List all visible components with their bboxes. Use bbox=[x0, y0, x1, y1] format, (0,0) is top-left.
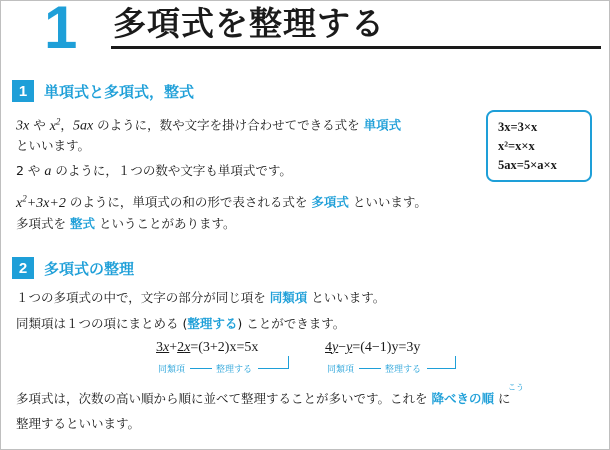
s1-line1-text: のように，数や文字を掛け合わせてできる式を bbox=[97, 117, 360, 133]
s1-line-5 bbox=[16, 215, 236, 233]
section-2-title: 多項式の整理 bbox=[44, 259, 135, 278]
section-2-heading bbox=[12, 257, 134, 279]
equation-1: 3x+2x=(3+2)x=5x bbox=[156, 340, 259, 355]
s1-line5-b: ということがあります。 bbox=[99, 216, 236, 231]
s1-line-4 bbox=[16, 189, 427, 213]
eq2-rhs: (4−1)y=3y bbox=[360, 340, 421, 355]
section-1-title: 単項式と多項式，整式 bbox=[44, 82, 195, 101]
s2-line1-b: といいます。 bbox=[311, 290, 386, 305]
eq1-lhs-b: 2x bbox=[177, 340, 191, 355]
box-line-1: 3x=3×x bbox=[498, 120, 538, 134]
term-polynomial: 多項式 bbox=[311, 194, 349, 210]
s2-line2-b: ) ことができます。 bbox=[237, 316, 346, 331]
s2-line1-a: １つの多項式の中で，文字の部分が同じ項を bbox=[16, 290, 266, 305]
term-like-terms: 同類項 bbox=[269, 290, 308, 305]
eq2-lhs-b: y bbox=[346, 340, 353, 355]
math-3x: 3x bbox=[16, 118, 30, 134]
math-5ax: 5ax bbox=[72, 118, 94, 134]
s1-line4-end: といいます。 bbox=[352, 194, 427, 210]
s1-line1-mid: や bbox=[33, 117, 46, 133]
box-line-2: x²=x×x bbox=[498, 139, 535, 153]
eq1-like-label: 同類項 bbox=[158, 365, 186, 375]
eq2-arrow-h bbox=[427, 368, 455, 369]
eq1-connector bbox=[190, 368, 212, 369]
term-integral: 整式 bbox=[70, 216, 96, 231]
s2-line-4: 整理するといいます。 bbox=[16, 416, 141, 431]
example-box bbox=[486, 110, 592, 182]
eq2-lhs-a: 4y bbox=[325, 340, 339, 355]
eq1-simplify-label: 整理する bbox=[216, 365, 253, 375]
section-1-heading bbox=[12, 80, 194, 102]
s1-line3-b: のように，１つの数や文字も単項式です。 bbox=[55, 163, 292, 178]
term-simplify: 整理する bbox=[187, 316, 238, 331]
eq2-arrow-v bbox=[455, 356, 456, 369]
s1-line-2: といいます。 bbox=[16, 138, 91, 153]
s2-line-2 bbox=[16, 315, 345, 333]
box-line-3: 5ax=5×a×x bbox=[498, 158, 557, 172]
eq1-rhs: (3+2)x=5x bbox=[198, 340, 259, 355]
eq1-lhs-a: 3x bbox=[156, 340, 170, 355]
eq2-simplify-label: 整理する bbox=[385, 365, 422, 375]
math-a: a bbox=[44, 164, 52, 179]
s2-line3-b: に bbox=[498, 391, 511, 406]
s1-line3-a: 2 や bbox=[16, 163, 41, 178]
equation-2: 4y−y=(4−1)y=3y bbox=[325, 340, 421, 355]
term-monomial: 単項式 bbox=[363, 117, 402, 133]
chapter-title: 多項式を整理する bbox=[113, 5, 385, 42]
s1-line-3 bbox=[16, 162, 292, 181]
s2-line3-a: 多項式は，次数の高い順から順に並べて整理することが多いです。これを bbox=[16, 391, 428, 406]
eq2-connector bbox=[359, 368, 381, 369]
eq1-arrow-v bbox=[288, 356, 289, 369]
s2-line-3 bbox=[16, 390, 511, 408]
s2-line-1 bbox=[16, 289, 385, 307]
math-polynomial: $x^2+3x+2$ bbox=[16, 193, 66, 211]
eq1-arrow-h bbox=[258, 368, 288, 369]
term-descending-order: 降べきの順 bbox=[431, 391, 495, 406]
eq2-like-label: 同類項 bbox=[327, 365, 355, 375]
s1-line4-text: のように，単項式の和の形で表される式を bbox=[69, 194, 308, 210]
section-1-number: 1 bbox=[12, 80, 34, 102]
s1-line5-a: 多項式を bbox=[16, 216, 67, 231]
math-x2: $x^2$ bbox=[49, 116, 61, 134]
ruby-kou: こう bbox=[508, 383, 524, 392]
chapter-number: 1 bbox=[44, 0, 78, 61]
s1-line1-sep: ， bbox=[60, 117, 73, 133]
s1-line-1 bbox=[16, 112, 401, 136]
chapter-rule bbox=[111, 46, 601, 49]
section-2-number: 2 bbox=[12, 257, 34, 279]
s2-line2-a: 同類項は１つの項にまとめる ( bbox=[16, 316, 188, 331]
